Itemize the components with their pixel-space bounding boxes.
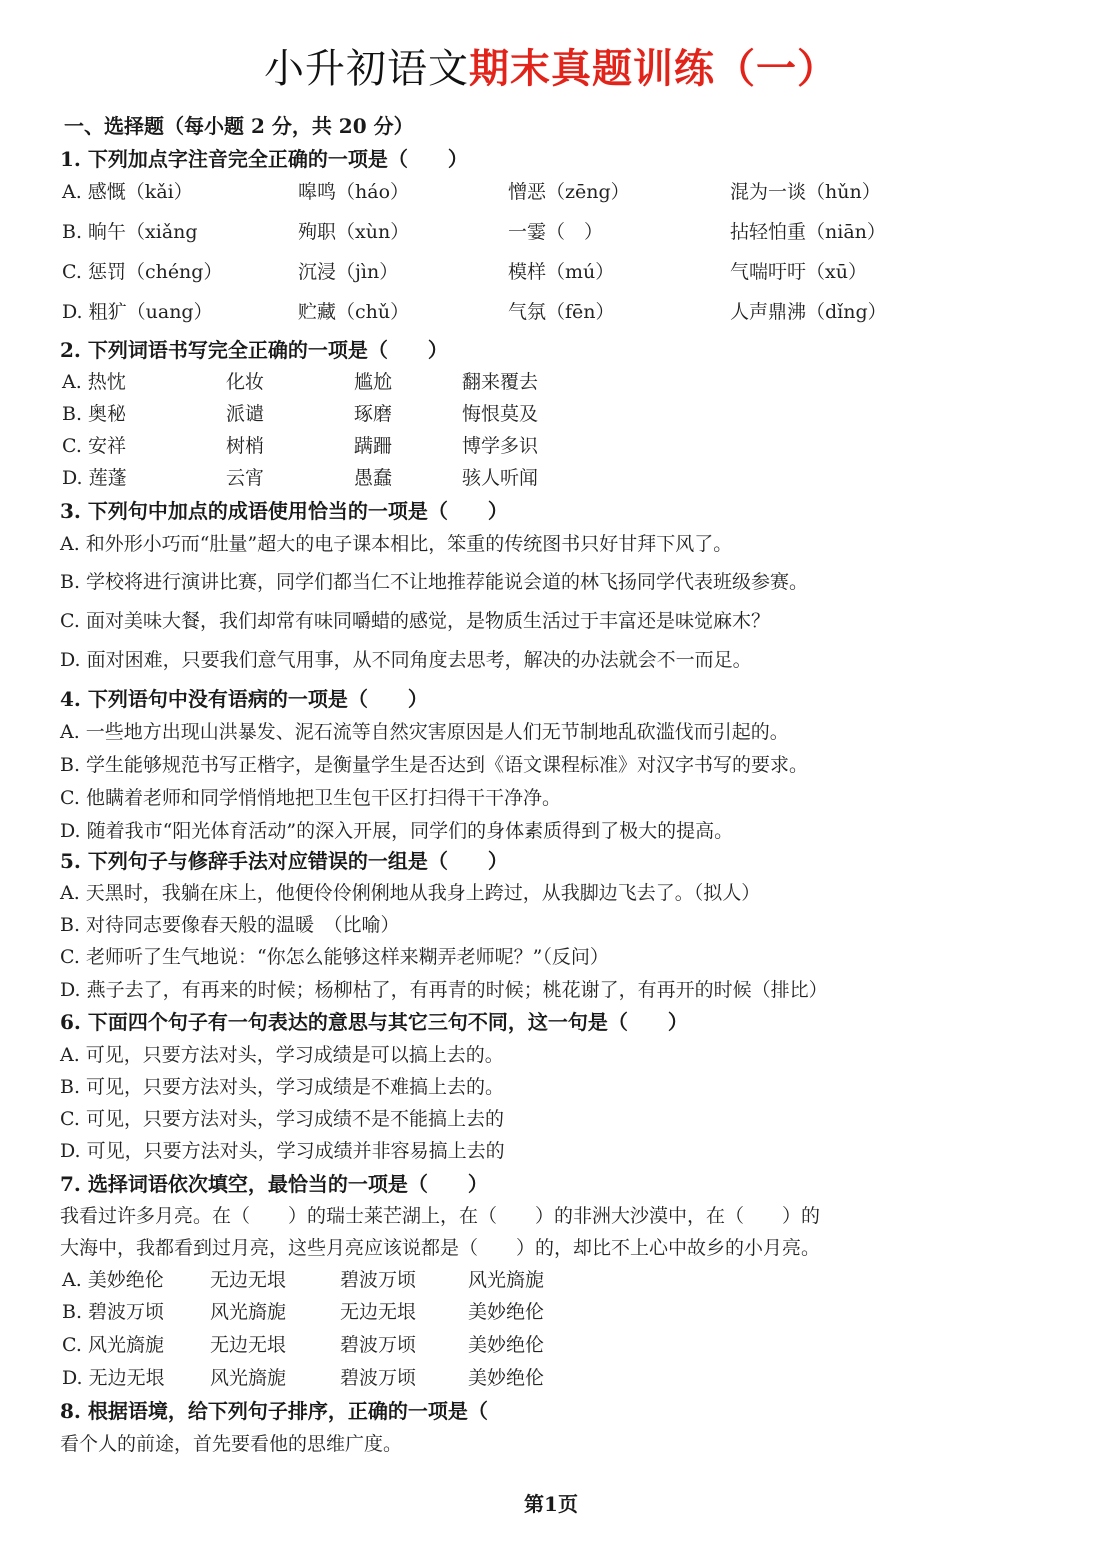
q3-option-d: D. 面对困难，只要我们意气用事，从不同角度去思考，解决的办法就会不一而足。 [60, 649, 752, 671]
q7-option-a-3: 碧波万顷 [340, 1269, 417, 1291]
q1-option-a-3: 憎恶（zēng） [508, 181, 630, 203]
q1-option-c-4: 气喘吁吁（xū） [730, 261, 867, 283]
q4-option-a: A. 一些地方出现山洪暴发、泥石流等自然灾害原因是人们无节制地乱砍滥伐而引起的。 [60, 721, 789, 743]
q2-option-c-4: 博学多识 [462, 435, 539, 457]
q1-option-a-2: 嗥鸣（háo） [298, 181, 410, 203]
q7-option-a-1: A. 美妙绝伦 [62, 1269, 164, 1291]
q7-option-a-2: 无边无垠 [210, 1269, 287, 1291]
section-heading: 一、选择题（每小题 2 分，共 20 分） [64, 114, 414, 138]
q3-option-a: A. 和外形小巧而“肚量”超大的电子课本相比，笨重的传统图书只好甘拜下风了。 [60, 533, 733, 555]
q2-option-c-1: C. 安祥 [62, 435, 126, 457]
q7-option-b-3: 无边无垠 [340, 1301, 417, 1323]
q2-option-d-2: 云宵 [226, 467, 265, 489]
q1-option-d-1: D. 粗犷（uang） [62, 301, 213, 323]
q4-option-c: C. 他瞒着老师和同学悄悄地把卫生包干区打扫得干干净净。 [60, 787, 561, 809]
q1-option-b-4: 拈轻怕重（niān） [730, 221, 886, 243]
q7-option-b-1: B. 碧波万顷 [62, 1301, 165, 1323]
q6-option-b: B. 可见，只要方法对头，学习成绩是不难搞上去的。 [60, 1076, 505, 1098]
q2-option-a-4: 翻来覆去 [462, 371, 539, 393]
question-1-stem: 1. 下列加点字注音完全正确的一项是（ ） [60, 147, 468, 171]
q2-option-b-2: 派谴 [226, 403, 265, 425]
page-number: 第1页 [524, 1492, 578, 1516]
q7-option-c-2: 无边无垠 [210, 1334, 287, 1356]
q7-option-d-3: 碧波万顷 [340, 1367, 417, 1389]
q7-option-b-4: 美妙绝伦 [468, 1301, 545, 1323]
q1-option-d-2: 贮藏（chǔ） [298, 301, 410, 323]
q1-option-a-1: A. 感慨（kǎi） [62, 181, 193, 203]
q7-option-c-1: C. 风光旖旎 [62, 1334, 164, 1356]
q1-option-b-1: B. 晌午（xiǎng [62, 221, 198, 243]
q3-option-b: B. 学校将进行演讲比赛，同学们都当仁不让地推荐能说会道的林飞扬同学代表班级参赛。 [60, 571, 809, 593]
page-title [0, 42, 1102, 96]
q7-option-b-2: 风光旖旎 [210, 1301, 287, 1323]
q7-passage-line-2: 大海中，我都看到过月亮，这些月亮应该说都是（ ）的，却比不上心中故乡的小月亮。 [60, 1237, 821, 1259]
q7-option-d-4: 美妙绝伦 [468, 1367, 545, 1389]
q1-option-d-4: 人声鼎沸（dǐng） [730, 301, 887, 323]
q2-option-d-4: 骇人听闻 [462, 467, 539, 489]
question-4-stem: 4. 下列语句中没有语病的一项是（ ） [60, 687, 428, 711]
q7-option-c-4: 美妙绝伦 [468, 1334, 545, 1356]
q5-option-c: C. 老师听了生气地说：“你怎么能够这样来糊弄老师呢？”（反问） [60, 946, 609, 968]
q6-option-a: A. 可见，只要方法对头，学习成绩是可以搞上去的。 [60, 1044, 504, 1066]
q1-option-c-2: 沉浸（jìn） [298, 261, 399, 283]
q7-option-a-4: 风光旖旎 [468, 1269, 545, 1291]
q2-option-a-3: 尴尬 [354, 371, 393, 393]
title-part-2: 期末真题训练（一） [469, 45, 838, 92]
q7-option-c-3: 碧波万顷 [340, 1334, 417, 1356]
q6-option-d: D. 可见，只要方法对头，学习成绩并非容易搞上去的 [60, 1140, 505, 1162]
q6-option-c: C. 可见，只要方法对头，学习成绩不是不能搞上去的 [60, 1108, 504, 1130]
q3-option-c: C. 面对美味大餐，我们却常有味同嚼蜡的感觉，是物质生活过于丰富还是味觉麻木？ [60, 610, 770, 632]
q2-option-a-1: A. 热忱 [62, 371, 126, 393]
q1-option-b-3: 一霎（ ） [508, 221, 604, 243]
q2-option-c-2: 树梢 [226, 435, 265, 457]
q2-option-b-1: B. 奥秘 [62, 403, 127, 425]
question-5-stem: 5. 下列句子与修辞手法对应错误的一组是（ ） [60, 849, 508, 873]
q2-option-d-1: D. 莲蓬 [62, 467, 127, 489]
q2-option-a-2: 化妆 [226, 371, 265, 393]
question-6-stem: 6. 下面四个句子有一句表达的意思与其它三句不同，这一句是（ ） [60, 1010, 688, 1034]
q1-option-b-2: 殉职（xùn） [298, 221, 410, 243]
question-8-stem: 8. 根据语境，给下列句子排序，正确的一项是（ [60, 1399, 488, 1423]
q7-passage-line-1: 我看过许多月亮。在（ ）的瑞士莱芒湖上，在（ ）的非洲大沙漠中，在（ ）的 [60, 1205, 821, 1227]
q1-option-a-4: 混为一谈（hǔn） [730, 181, 881, 203]
q2-option-b-3: 琢磨 [354, 403, 393, 425]
q2-option-b-4: 悔恨莫及 [462, 403, 539, 425]
q5-option-a: A. 天黑时，我躺在床上，他便伶伶俐俐地从我身上跨过，从我脚边飞去了。（拟人） [60, 882, 761, 904]
title-part-1: 小升初语文 [264, 46, 469, 92]
question-2-stem: 2. 下列词语书写完全正确的一项是（ ） [60, 338, 448, 362]
q2-option-d-3: 愚蠢 [354, 467, 393, 489]
q8-line-1: 看个人的前途，首先要看他的思维广度。 [60, 1433, 403, 1455]
q5-option-b: B. 对待同志要像春天般的温暖 （比喻） [60, 914, 400, 936]
q5-option-d: D. 燕子去了，有再来的时候；杨柳枯了，有再青的时候；桃花谢了，有再开的时候（排比） [60, 979, 828, 1001]
question-3-stem: 3. 下列句中加点的成语使用恰当的一项是（ ） [60, 499, 508, 523]
q4-option-b: B. 学生能够规范书写正楷字，是衡量学生是否达到《语文课程标准》对汉字书写的要求。 [60, 754, 809, 776]
q1-option-c-3: 模样（mú） [508, 261, 615, 283]
q1-option-c-1: C. 惩罚（chéng） [62, 261, 223, 283]
q7-option-d-1: D. 无边无垠 [62, 1367, 165, 1389]
q1-option-d-3: 气氛（fēn） [508, 301, 615, 323]
q2-option-c-3: 蹒跚 [354, 435, 393, 457]
q4-option-d: D. 随着我市“阳光体育活动”的深入开展，同学们的身体素质得到了极大的提高。 [60, 820, 734, 842]
question-7-stem: 7. 选择词语依次填空，最恰当的一项是（ ） [60, 1172, 488, 1196]
q7-option-d-2: 风光旖旎 [210, 1367, 287, 1389]
